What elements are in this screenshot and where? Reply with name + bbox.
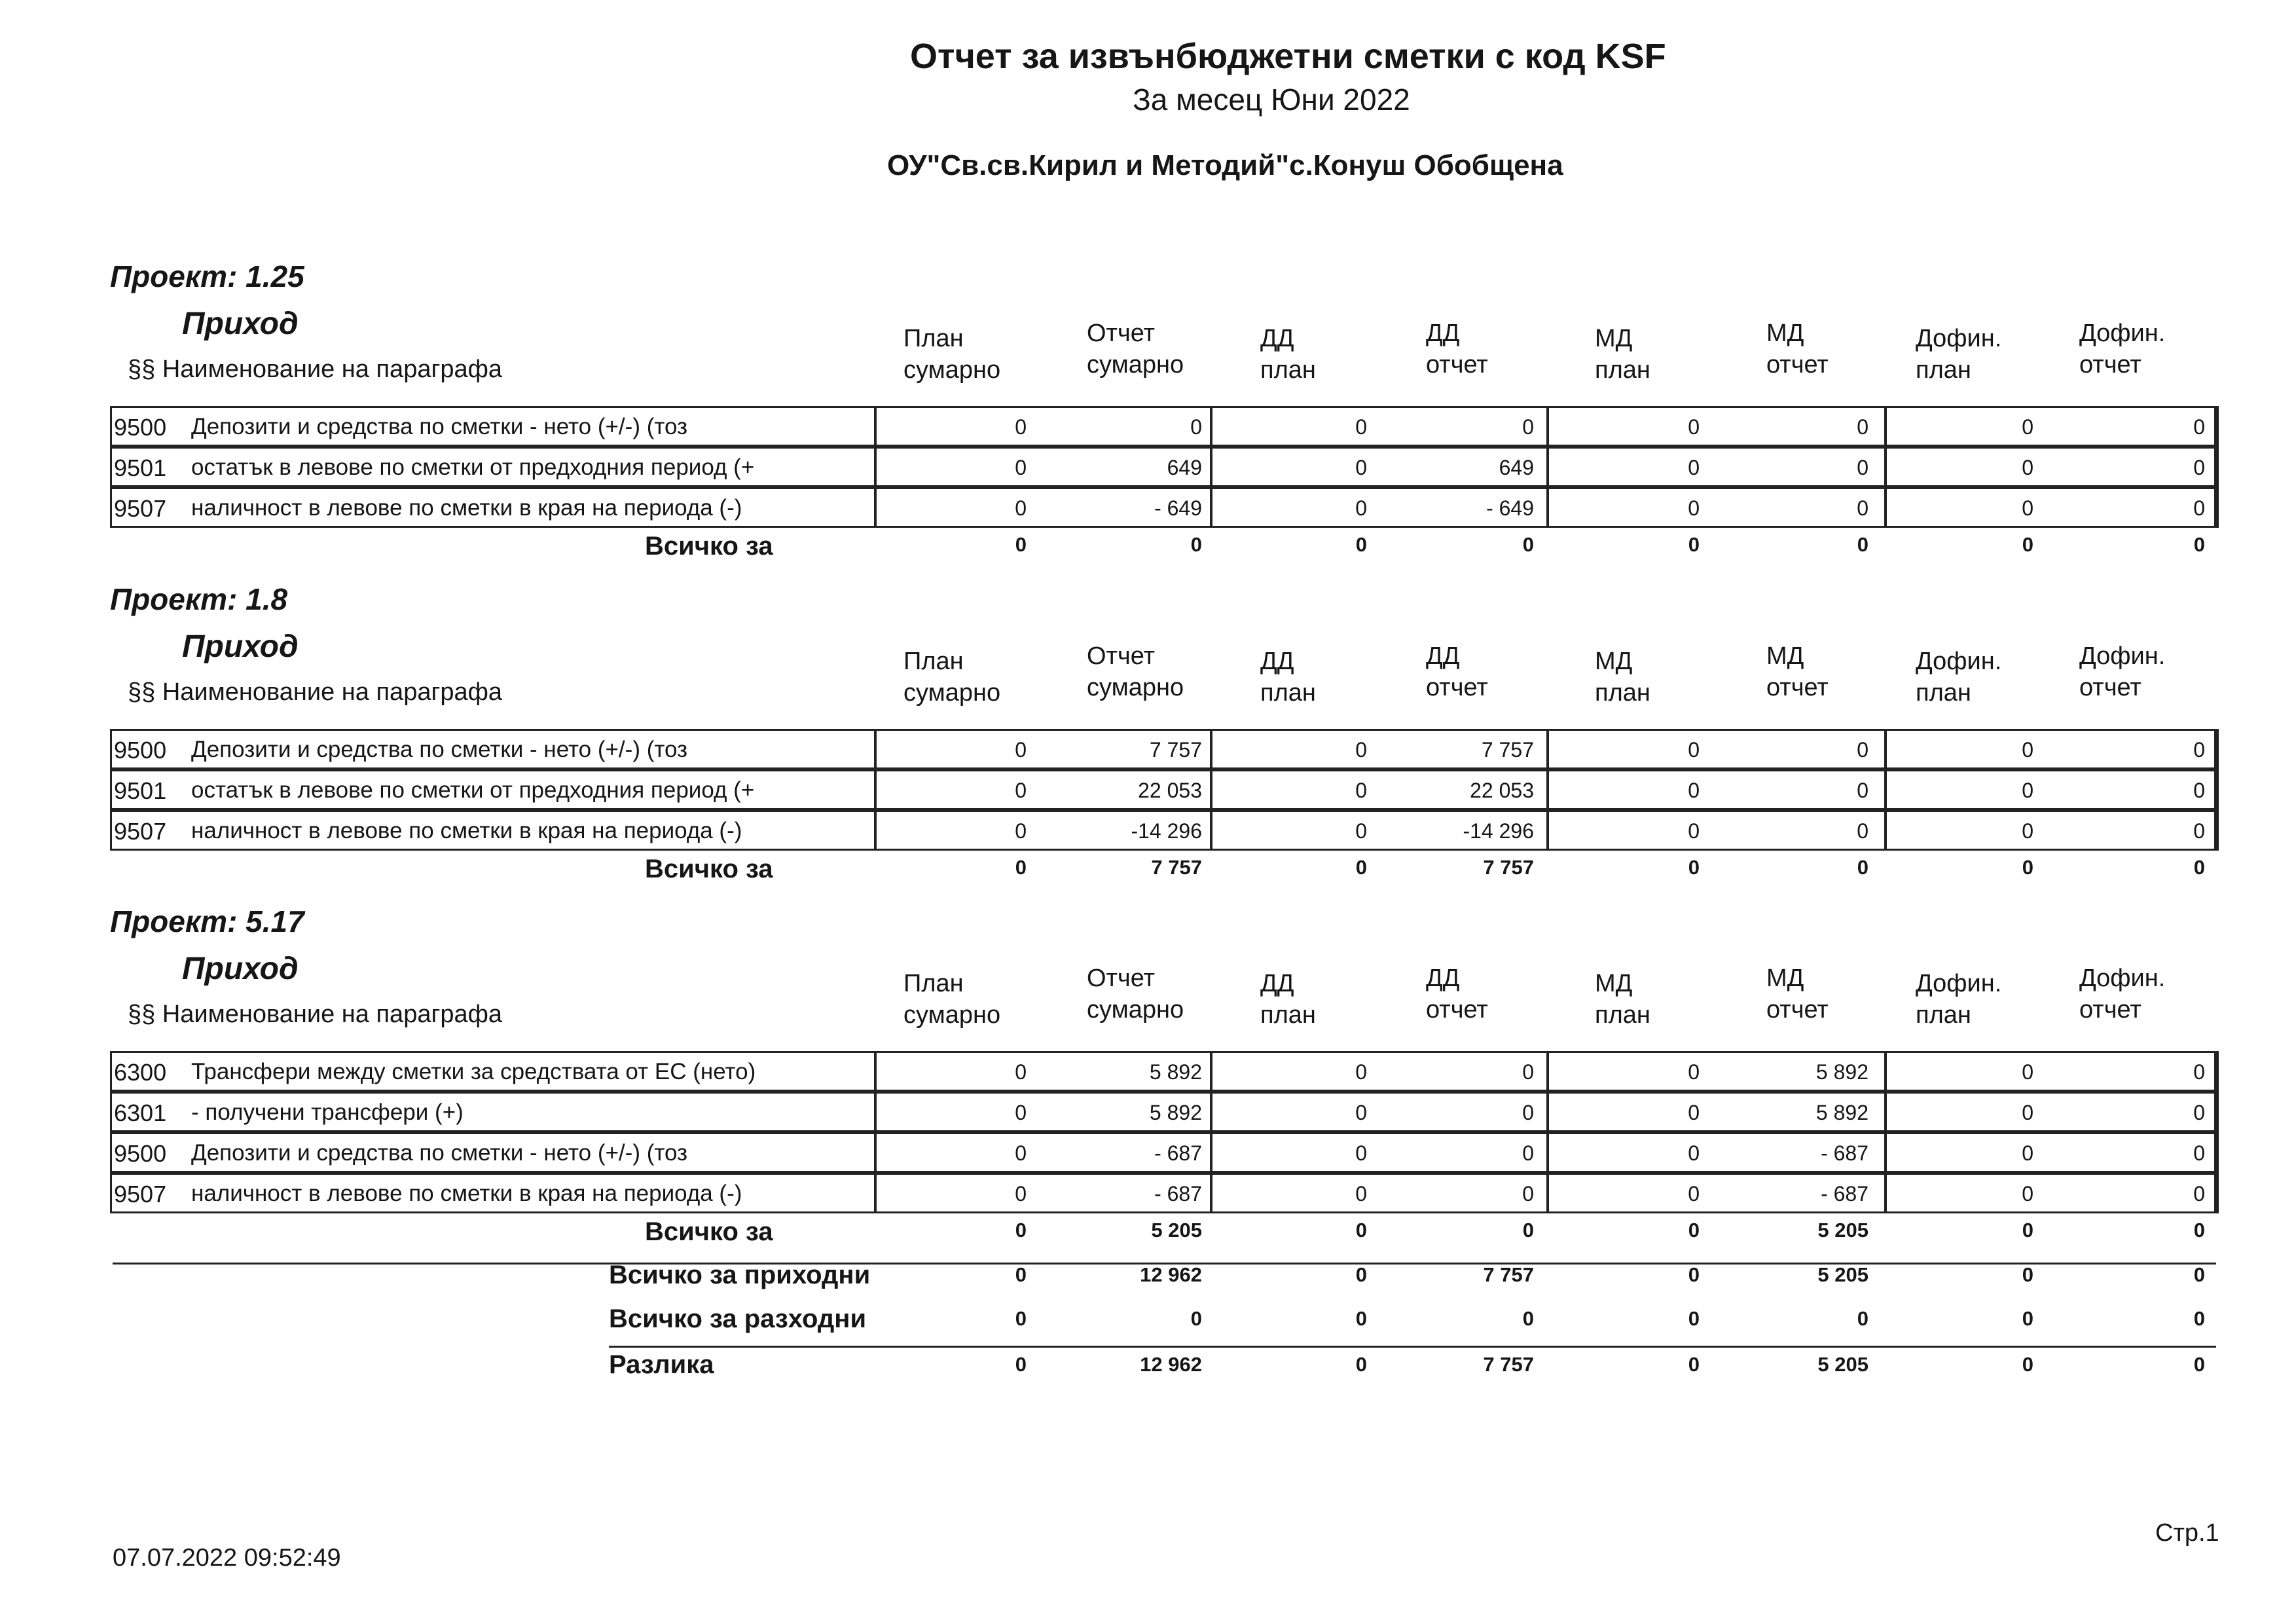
value-cell: 0	[1522, 1141, 1534, 1165]
value-cell: 0	[2022, 1101, 2033, 1124]
cell-separator	[1546, 406, 1549, 447]
total-cell: 0	[1355, 533, 1367, 556]
value-cell: 0	[1355, 1060, 1367, 1084]
cell-separator	[1210, 1051, 1212, 1092]
total-cell: 0	[1857, 533, 1868, 556]
cell-separator	[874, 729, 877, 769]
summary-cell: 0	[1688, 1263, 1700, 1286]
value-cell: 0	[1688, 415, 1700, 439]
value-cell: 0	[1522, 1101, 1534, 1124]
cell-separator	[2216, 1051, 2219, 1092]
value-cell: 0	[2193, 779, 2205, 802]
cell-separator	[1210, 1092, 1212, 1132]
value-cell: 0	[1015, 738, 1027, 762]
cell-separator	[1546, 1092, 1549, 1132]
summary-cell: 0	[2193, 1353, 2205, 1376]
summary-cell: 0	[1355, 1263, 1367, 1286]
income-heading: Приход	[182, 629, 299, 664]
paragraph-description: наличност в левове по сметки в края на периода (-)	[191, 1181, 742, 1206]
total-cell: 0	[1015, 856, 1027, 879]
summary-cell: 0	[1015, 1307, 1027, 1330]
value-cell: 0	[1355, 1182, 1367, 1206]
value-cell: 0	[1015, 819, 1027, 843]
summary-cell: 0	[1688, 1307, 1700, 1330]
summary-cell: 7 757	[1483, 1263, 1534, 1286]
total-cell: 0	[2193, 533, 2205, 556]
cell-separator	[1546, 1132, 1549, 1173]
value-cell: 0	[1857, 819, 1868, 843]
paragraph-code: 9501	[114, 454, 167, 481]
total-cell: 0	[1190, 533, 1202, 556]
value-cell: 0	[1688, 779, 1700, 802]
cell-separator	[2216, 406, 2219, 447]
cell-separator	[1546, 1173, 1549, 1213]
summary-cell: 0	[2022, 1263, 2033, 1286]
summary-cell: 0	[1355, 1307, 1367, 1330]
project-title: Проект: 5.17	[110, 904, 304, 938]
project-title: Проект: 1.8	[110, 582, 288, 616]
cell-separator	[2216, 769, 2219, 810]
cell-separator	[1884, 1132, 1887, 1173]
column-header: Отчет сумарно	[1087, 320, 1184, 378]
section-total-label: Всичко за	[645, 855, 773, 883]
value-cell: 0	[1355, 456, 1367, 479]
cell-separator	[1884, 447, 1887, 487]
value-cell: 0	[2193, 415, 2205, 439]
value-cell: 0	[1355, 415, 1367, 439]
total-cell: 7 757	[1483, 856, 1534, 879]
column-header: МД отчет	[1766, 320, 1829, 378]
total-cell: 5 205	[1817, 1219, 1868, 1242]
paragraph-description: Депозити и средства по сметки - нето (+/-) (тоз	[191, 737, 688, 762]
summary-cell: 0	[2193, 1307, 2205, 1330]
column-header: МД план	[1595, 325, 1650, 384]
summary-cell: 0	[1522, 1307, 1534, 1330]
cell-separator	[874, 406, 877, 447]
column-header: Дофин. план	[1916, 325, 2002, 384]
paragraph-code: 6300	[114, 1059, 167, 1086]
summary-cell: 12 962	[1140, 1353, 1202, 1376]
section-total-label: Всичко за	[645, 532, 773, 561]
value-cell: 0	[1355, 1101, 1367, 1124]
value-cell: 0	[1015, 1141, 1027, 1165]
total-cell: 0	[1015, 1219, 1027, 1242]
column-header: Отчет сумарно	[1087, 642, 1184, 701]
summary-label: Всичко за разходни	[609, 1304, 867, 1333]
value-cell: 0	[1015, 1182, 1027, 1206]
value-cell: 0	[1857, 496, 1868, 520]
column-header: ДД план	[1260, 970, 1316, 1029]
value-cell: 0	[2193, 1060, 2205, 1084]
value-cell: 0	[1688, 456, 1700, 479]
total-cell: 0	[1857, 856, 1868, 879]
value-cell: 0	[2022, 1060, 2033, 1084]
value-cell: 0	[2193, 456, 2205, 479]
cell-separator	[1546, 487, 1549, 528]
value-cell: 0	[1355, 779, 1367, 802]
income-heading: Приход	[182, 951, 299, 986]
value-cell: 0	[1688, 1060, 1700, 1084]
value-cell: 0	[1015, 779, 1027, 802]
cell-separator	[2216, 487, 2219, 528]
value-cell: 5 892	[1149, 1101, 1202, 1124]
value-cell: 0	[2022, 496, 2033, 520]
summary-cell: 0	[2022, 1353, 2033, 1376]
paragraph-code: 9501	[114, 777, 167, 804]
value-cell: 5 892	[1815, 1101, 1868, 1124]
value-cell: 0	[1015, 1101, 1027, 1124]
value-cell: 0	[2022, 415, 2033, 439]
value-cell: 0	[2193, 1101, 2205, 1124]
value-cell: 0	[2193, 496, 2205, 520]
cell-separator	[874, 447, 877, 487]
column-header: ДД план	[1260, 325, 1316, 384]
column-header: ДД план	[1260, 648, 1316, 707]
cell-separator	[1210, 729, 1212, 769]
total-cell: 0	[2193, 1219, 2205, 1242]
value-cell: 0	[1688, 738, 1700, 762]
column-header: МД план	[1595, 970, 1650, 1029]
value-cell: 0	[1522, 1060, 1534, 1084]
cell-separator	[1884, 1173, 1887, 1213]
summary-cell: 0	[1355, 1353, 1367, 1376]
divider-line	[609, 1346, 2216, 1348]
value-cell: - 687	[1821, 1182, 1868, 1206]
value-cell: 0	[1857, 779, 1868, 802]
cell-separator	[874, 769, 877, 810]
column-header: Отчет сумарно	[1087, 965, 1184, 1024]
summary-cell: 0	[1015, 1263, 1027, 1286]
column-header: Дофин. план	[1916, 648, 2002, 707]
column-header: План сумарно	[903, 325, 1001, 384]
report-period: За месец Юни 2022	[1133, 83, 1410, 117]
paragraph-code: 9500	[114, 737, 167, 764]
summary-label: Всичко за приходни	[609, 1261, 871, 1289]
summary-label: Разлика	[609, 1350, 714, 1379]
value-cell: 0	[1688, 1182, 1700, 1206]
income-heading: Приход	[182, 306, 299, 341]
cell-separator	[1884, 1051, 1887, 1092]
column-header: Дофин. отчет	[2079, 320, 2166, 378]
value-cell: 0	[1015, 456, 1027, 479]
value-cell: - 649	[1486, 496, 1534, 520]
summary-cell: 12 962	[1140, 1263, 1202, 1286]
value-cell: 649	[1499, 456, 1534, 479]
paragraph-code: 9507	[114, 495, 167, 522]
total-cell: 0	[2022, 533, 2033, 556]
summary-cell: 0	[2022, 1307, 2033, 1330]
paragraph-description: остатък в левове по сметки от предходния период (+	[191, 454, 755, 480]
value-cell: 0	[1857, 415, 1868, 439]
paragraph-description: наличност в левове по сметки в края на периода (-)	[191, 818, 742, 843]
cell-separator	[1546, 729, 1549, 769]
paragraph-code: 9507	[114, 1181, 167, 1208]
cell-separator	[1884, 406, 1887, 447]
paragraph-description: - получени трансфери (+)	[191, 1099, 464, 1125]
summary-cell: 0	[1190, 1307, 1202, 1330]
cell-separator	[1210, 1132, 1212, 1173]
value-cell: 0	[1688, 1101, 1700, 1124]
total-cell: 0	[1355, 1219, 1367, 1242]
column-header: МД план	[1595, 648, 1650, 707]
cell-separator	[1210, 447, 1212, 487]
total-cell: 0	[1355, 856, 1367, 879]
paragraph-code: 6301	[114, 1099, 167, 1126]
paragraph-column-header: §§ Наименование на параграфа	[128, 356, 502, 383]
column-header: План сумарно	[903, 970, 1001, 1029]
value-cell: 5 892	[1815, 1060, 1868, 1084]
cell-separator	[2216, 447, 2219, 487]
column-header: МД отчет	[1766, 642, 1829, 701]
cell-separator	[2216, 1132, 2219, 1173]
paragraph-code: 9500	[114, 1140, 167, 1167]
summary-cell: 0	[2193, 1263, 2205, 1286]
cell-separator	[1884, 487, 1887, 528]
value-cell: - 687	[1154, 1141, 1202, 1165]
value-cell: 5 892	[1149, 1060, 1202, 1084]
value-cell: 0	[1190, 415, 1202, 439]
cell-separator	[874, 810, 877, 851]
value-cell: 0	[2193, 738, 2205, 762]
column-header: ДД отчет	[1426, 965, 1488, 1024]
total-cell: 0	[2193, 856, 2205, 879]
value-cell: - 687	[1154, 1182, 1202, 1206]
total-cell: 0	[1688, 856, 1700, 879]
column-header: Дофин. отчет	[2079, 642, 2166, 701]
paragraph-description: наличност в левове по сметки в края на периода (-)	[191, 495, 742, 521]
value-cell: 0	[1355, 819, 1367, 843]
organization-name: ОУ"Св.св.Кирил и Методий"с.Конуш Обобщена	[887, 149, 1563, 181]
cell-separator	[874, 487, 877, 528]
summary-cell: 5 205	[1817, 1263, 1868, 1286]
value-cell: 0	[1857, 738, 1868, 762]
value-cell: 0	[1857, 456, 1868, 479]
summary-cell: 5 205	[1817, 1353, 1868, 1376]
value-cell: 0	[1688, 1141, 1700, 1165]
column-header: МД отчет	[1766, 965, 1829, 1024]
total-cell: 0	[2022, 856, 2033, 879]
value-cell: 22 053	[1470, 779, 1534, 802]
column-header: Дофин. план	[1916, 970, 2002, 1029]
value-cell: 0	[2022, 456, 2033, 479]
value-cell: - 687	[1821, 1141, 1868, 1165]
value-cell: 0	[1522, 415, 1534, 439]
cell-separator	[1884, 1092, 1887, 1132]
print-timestamp: 07.07.2022 09:52:49	[113, 1544, 341, 1572]
total-cell: 0	[1688, 1219, 1700, 1242]
cell-separator	[874, 1132, 877, 1173]
cell-separator	[1210, 810, 1212, 851]
value-cell: 0	[1522, 1182, 1534, 1206]
total-cell: 0	[1015, 533, 1027, 556]
cell-separator	[1884, 729, 1887, 769]
value-cell: 0	[2022, 1141, 2033, 1165]
value-cell: 649	[1167, 456, 1202, 479]
value-cell: 0	[1355, 1141, 1367, 1165]
cell-separator	[2216, 810, 2219, 851]
value-cell: 0	[1355, 496, 1367, 520]
paragraph-description: Депозити и средства по сметки - нето (+/-) (тоз	[191, 414, 688, 439]
paragraph-code: 9507	[114, 818, 167, 845]
cell-separator	[874, 1051, 877, 1092]
value-cell: - 649	[1154, 496, 1202, 520]
cell-separator	[1884, 810, 1887, 851]
paragraph-description: остатък в левове по сметки от предходния период (+	[191, 777, 755, 803]
summary-cell: 0	[1015, 1353, 1027, 1376]
total-cell: 0	[1688, 533, 1700, 556]
column-header: План сумарно	[903, 648, 1001, 707]
cell-separator	[874, 1173, 877, 1213]
report-title: Отчет за извънбюджетни сметки с код KSF	[910, 37, 1666, 76]
summary-cell: 0	[1688, 1353, 1700, 1376]
paragraph-description: Депозити и средства по сметки - нето (+/-) (тоз	[191, 1140, 688, 1166]
cell-separator	[1210, 1173, 1212, 1213]
value-cell: 7 757	[1481, 738, 1534, 762]
cell-separator	[1210, 769, 1212, 810]
paragraph-description: Трансфери между сметки за средствата от ЕС (нето)	[191, 1059, 756, 1084]
cell-separator	[1546, 769, 1549, 810]
cell-separator	[1210, 487, 1212, 528]
value-cell: 0	[2193, 1182, 2205, 1206]
value-cell: 0	[2193, 819, 2205, 843]
cell-separator	[1546, 447, 1549, 487]
paragraph-code: 9500	[114, 414, 167, 441]
value-cell: 0	[1015, 496, 1027, 520]
column-header: ДД отчет	[1426, 642, 1488, 701]
value-cell: 0	[1015, 1060, 1027, 1084]
column-header: ДД отчет	[1426, 320, 1488, 378]
cell-separator	[2216, 1173, 2219, 1213]
total-cell: 0	[2022, 1219, 2033, 1242]
total-cell: 5 205	[1151, 1219, 1202, 1242]
section-total-label: Всичко за	[645, 1217, 773, 1246]
value-cell: 0	[2022, 819, 2033, 843]
value-cell: 0	[1355, 738, 1367, 762]
value-cell: 0	[2022, 738, 2033, 762]
value-cell: 0	[2022, 779, 2033, 802]
total-cell: 0	[1522, 1219, 1534, 1242]
cell-separator	[1546, 810, 1549, 851]
cell-separator	[2216, 1092, 2219, 1132]
value-cell: 22 053	[1138, 779, 1202, 802]
value-cell: -14 296	[1463, 819, 1534, 843]
value-cell: 0	[2193, 1141, 2205, 1165]
paragraph-column-header: §§ Наименование на параграфа	[128, 678, 502, 706]
cell-separator	[1884, 769, 1887, 810]
paragraph-column-header: §§ Наименование на параграфа	[128, 1001, 502, 1028]
value-cell: 7 757	[1149, 738, 1202, 762]
summary-cell: 7 757	[1483, 1353, 1534, 1376]
value-cell: 0	[1688, 496, 1700, 520]
cell-separator	[874, 1092, 877, 1132]
total-cell: 0	[1522, 533, 1534, 556]
project-title: Проект: 1.25	[110, 259, 304, 293]
cell-separator	[1210, 406, 1212, 447]
value-cell: -14 296	[1131, 819, 1202, 843]
value-cell: 0	[2022, 1182, 2033, 1206]
value-cell: 0	[1688, 819, 1700, 843]
page-number: Стр.1	[2155, 1519, 2219, 1547]
column-header: Дофин. отчет	[2079, 965, 2166, 1024]
summary-cell: 0	[1857, 1307, 1868, 1330]
cell-separator	[1546, 1051, 1549, 1092]
cell-separator	[2216, 729, 2219, 769]
total-cell: 7 757	[1151, 856, 1202, 879]
value-cell: 0	[1015, 415, 1027, 439]
